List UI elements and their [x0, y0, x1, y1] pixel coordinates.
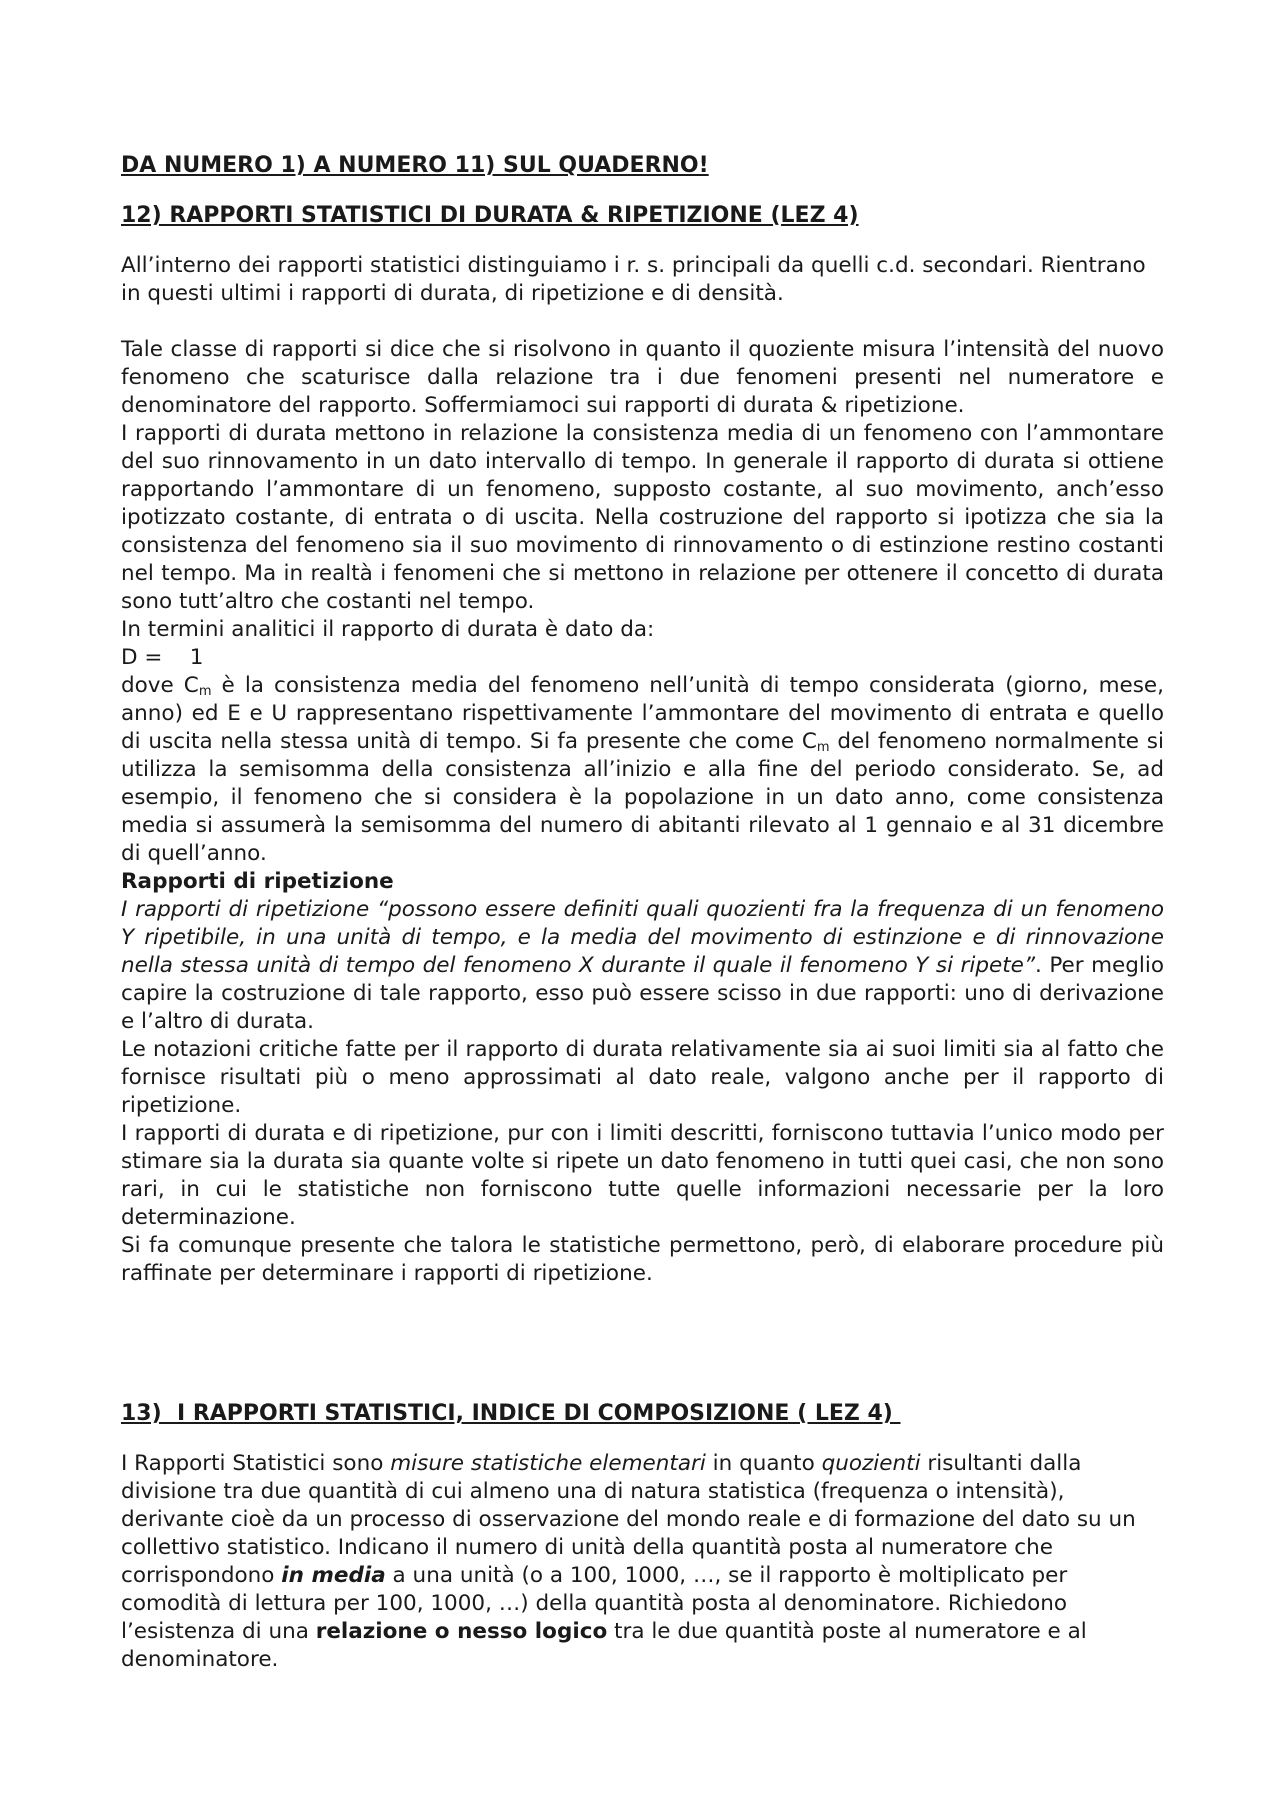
- subscript: m: [816, 740, 830, 755]
- bold-text: relazione o nesso logico: [315, 1619, 608, 1644]
- paragraph: Si fa comunque presente che talora le statistiche permettono, però, di elaborare procedure più raffinate per determinare i rapporti di ripetizione.: [121, 1233, 1164, 1286]
- text-run: risultanti dalla divisione tra due quantità di cui almeno una di natura statistica (frequenza o intensità), derivante cioè da un processo di osservazione del mondo reale e di formazione del dato su un collettivo statistico. Indicano il numero di unità della quantità posta al numeratore che corrispondono: [121, 1451, 1136, 1588]
- section-12-heading: 12) RAPPORTI STATISTICI DI DURATA & RIPETIZIONE (LEZ 4): [121, 203, 859, 228]
- paragraph-ripetizione: [121, 896, 1164, 1036]
- italic-text: misure statistiche elementari: [390, 1451, 706, 1476]
- paragraph: Le notazioni critiche fatte per il rapporto di durata relativamente sia ai suoi limiti sia al fatto che fornisce risultati più o meno approssimati al dato reale, valgono anche per il rapporto di ripetizione.: [121, 1037, 1164, 1118]
- text-run: è la consistenza media del fenomeno nell’unità di tempo considerata (giorno, mese, anno) ed E e U rappresentano rispettivamente l’ammontare del movimento di entrata e quello di uscita nella stessa unità di tempo. Si fa presente che come C: [121, 673, 1164, 754]
- italic-quote: I rapporti di ripetizione “possono essere definiti quali quozienti fra la frequenza di un fenomeno Y ripetibile, in una unità di tempo, e la media del movimento di estinzione e di rinnovazione nella stessa unità di tempo del fenomeno X durante il quale il fenomeno Y si ripete”: [121, 897, 1164, 978]
- bold-italic-text: in media: [281, 1563, 386, 1588]
- section-13: [121, 1400, 1164, 1674]
- subheading: Rapporti di ripetizione: [121, 869, 394, 894]
- text-run: tra le due quantità poste al numeratore e al denominatore.: [121, 1619, 1087, 1672]
- text-run: del fenomeno normalmente si utilizza la semisomma della consistenza all’inizio e alla fine del periodo considerato. Se, ad esempio, il fenomeno che si considera è la popolazione in un dato anno, come consistenza media si assumerà la semisomma del numero di abitanti rilevato al 1 gennaio e al 31 dicembre di quell’anno.: [121, 729, 1164, 866]
- paragraph-rapporti-statistici: [121, 1450, 1164, 1674]
- italic-text: quozienti: [821, 1451, 921, 1476]
- formula: D = 1: [121, 645, 204, 670]
- text-run: I Rapporti Statistici sono: [121, 1451, 391, 1476]
- text-run: dove C: [121, 673, 199, 698]
- intro-paragraph: All’interno dei rapporti statistici distinguiamo i r. s. principali da quelli c.d. secondari. Rientrano in questi ultimi i rapporti di durata, di ripetizione e di densità.: [121, 253, 1146, 306]
- section-12: [121, 152, 1164, 1288]
- text-run: in quanto: [705, 1451, 822, 1476]
- subscript: m: [198, 684, 212, 699]
- text-run: a una unità (o a 100, 1000, …, se il rapporto è moltiplicato per comodità di lettura per 100, 1000, …) della quantità posta al denominatore. Richiedono l’esistenza di una: [121, 1563, 1068, 1644]
- paragraph: Tale classe di rapporti si dice che si risolvono in quanto il quoziente misura l’intensità del nuovo fenomeno che scaturisce dalla relazione tra i due fenomeni presenti nel numeratore e denominatore del rapporto. Soffermiamoci sui rapporti di durata & ripetizione.: [121, 337, 1164, 418]
- section-13-heading: 13) I RAPPORTI STATISTICI, INDICE DI COMPOSIZIONE ( LEZ 4): [121, 1401, 901, 1426]
- paragraph: I rapporti di durata mettono in relazione la consistenza media di un fenomeno con l’ammontare del suo rinnovamento in un dato intervallo di tempo. In generale il rapporto di durata si ottiene rapportando l’ammontare di un fenomeno, supposto costante, al suo movimento, anch’esso ipotizzato costante, di entrata o di uscita. Nella costruzione del rapporto si ipotizza che sia la consistenza del fenomeno sia il suo movimento di rinnovamento o di estinzione restino costanti nel tempo. Ma in realtà i fenomeni che si mettono in relazione per ottenere il concetto di durata sono tutt’altro che costanti nel tempo.: [121, 421, 1164, 614]
- paragraph: I rapporti di durata e di ripetizione, pur con i limiti descritti, forniscono tuttavia l’unico modo per stimare sia la durata sia quante volte si ripete un dato fenomeno in tutti quei casi, che non sono rari, in cui le statistiche non forniscono tutte quelle informazioni necessarie per la loro determinazione.: [121, 1121, 1164, 1230]
- page-title: DA NUMERO 1) A NUMERO 11) SUL QUADERNO!: [121, 153, 709, 178]
- text-run: . Per meglio capire la costruzione di tale rapporto, esso può essere scisso in due rapporti: uno di derivazione e l’altro di durata.: [121, 953, 1164, 1034]
- paragraph: In termini analitici il rapporto di durata è dato da:: [121, 617, 655, 642]
- paragraph-cm-definition: [121, 672, 1164, 868]
